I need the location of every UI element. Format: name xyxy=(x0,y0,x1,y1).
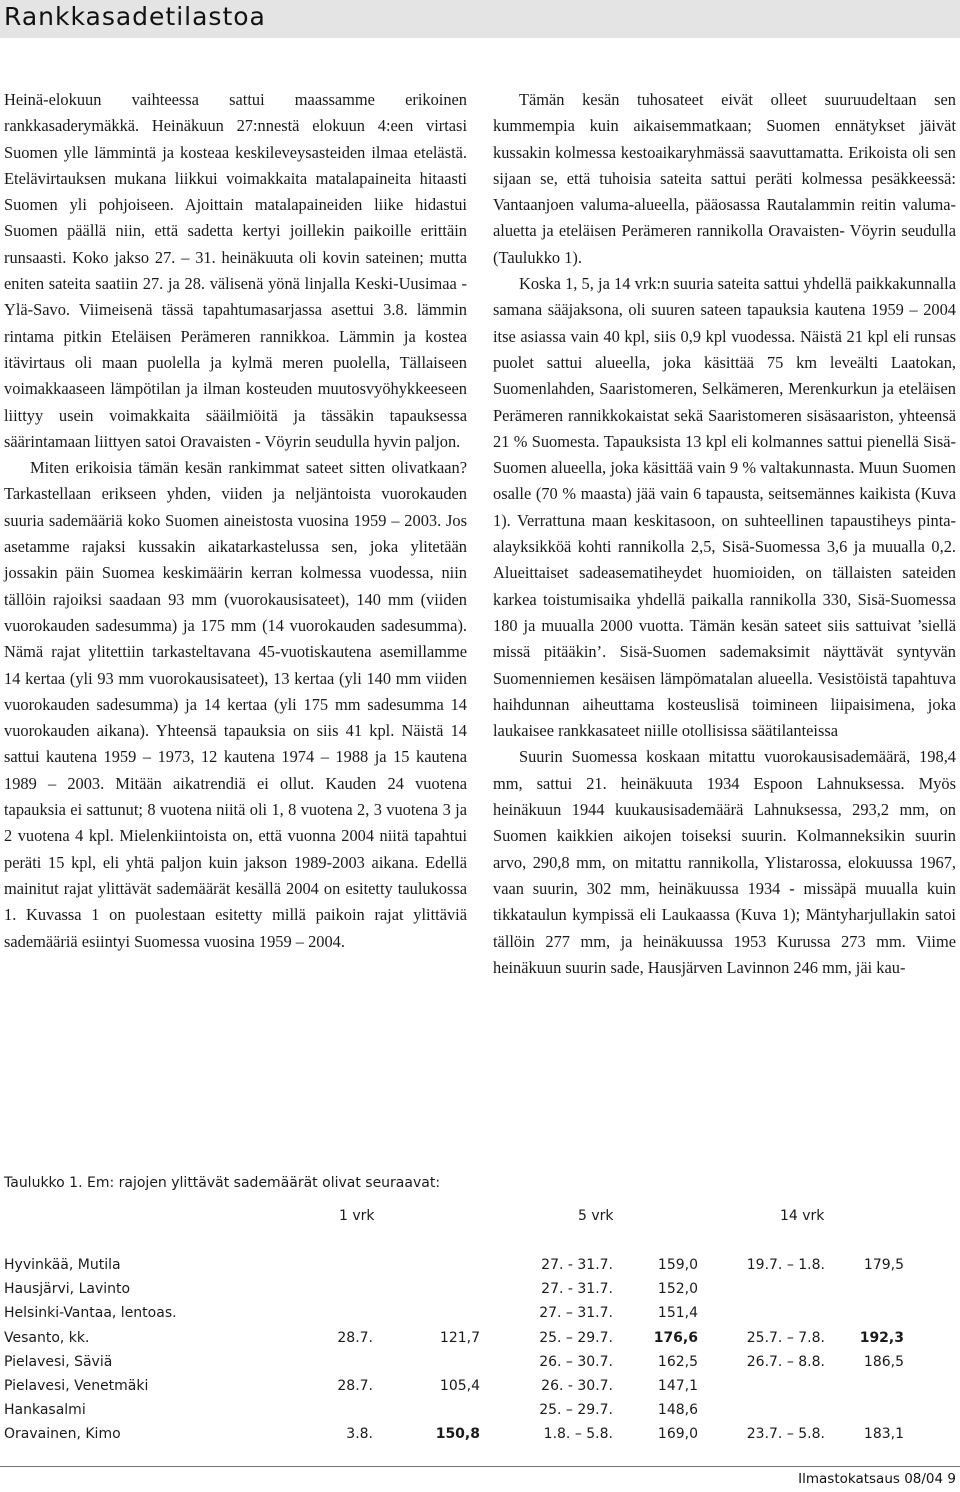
table-caption: Taulukko 1. Em: rajojen ylittävät sademäärät olivat seuraavat: xyxy=(4,1175,441,1191)
column-header-5-vrk: 5 vrk xyxy=(578,1208,614,1224)
five-day-value-cell: 151,4 xyxy=(657,1305,698,1322)
column-header-1-vrk: 1 vrk xyxy=(339,1208,375,1224)
fourteen-day-value-cell: 186,5 xyxy=(863,1353,904,1370)
five-day-value-cell: 148,6 xyxy=(657,1402,698,1419)
fourteen-day-value-cell: 183,1 xyxy=(863,1426,904,1443)
five-day-value-cell: 176,6 xyxy=(653,1329,698,1346)
five-day-value-cell: 147,1 xyxy=(657,1378,698,1394)
table-row xyxy=(0,1330,960,1354)
page-title: Rankkasadetilastoa xyxy=(4,2,266,31)
paragraph: Koska 1, 5, ja 14 vrk:n suuria sateita sattui yhdellä paikkakunnalla samana sääjaksona, oli suuren sateen tapauksia kautena 1959 – 2004 itse asiassa vain 40 kpl, siis 0,9 kpl vuodessa. Näistä 21 kpl eli runsas puolet sattui alueella, joka käsittää 75 km leveälti Laatokan, Suomenlahden, Saaristomeren, Selkämeren, Merenkurkun ja eteläisen Perämeren rannikkokaistat sekä Saaristomeren sisäsaariston, yhteensä 21 % Suomesta. Tapauksista 13 kpl eli kolmannes sattui pienellä Sisä-Suomen alueella, joka käsittää vain 9 % valtakunnasta. Muun Suomen osalle (70 % maasta) jää vain 6 tapausta, seitsemännes kaikista (Kuva 1). Verrattuna maan keskitasoon, on suhteellinen tapaustiheys pinta-alayksikköä kohti rannikolla 2,5, Sisä-Suomessa 3,6 ja muualla 0,2. Alueittaiset sadeasematiheydet huomioiden, on tällaisten sateiden karkea toistumisaika yhdellä paikalla rannikolla 330, Sisä-Suomessa 180 ja muualla 2000 vuotta. Tämän kesän sateet siis sattuivat ’siellä missä pitääkin’. Sisä-Suomen sademaksimit näyttävät syntyvän Suomenniemen kesäisen lämpömatalan alueella. Vesistöistä tapahtuva haihdunnan aiheuttama kosteuslisä toimineen liipaisimena, joka laukaisee rankkasateet niille otollisissa säätilanteissa xyxy=(493,274,956,741)
place-cell: Oravainen, Kimo xyxy=(4,1426,121,1443)
five-day-date-cell: 25. – 29.7. xyxy=(539,1402,613,1419)
paragraph: Heinä-elokuun vaihteessa sattui maassamme erikoinen rankkasaderymäkkä. Heinäkuun 27:nnestä elokuun 4:een virtasi Suomen ylle lämmintä ja kosteaa keskileveysasteiden ilmaa etelästä. Etelävirtauksen mukana liikkui voimakkaita matalapaineita hitaasti Suomen yli pohjoiseen. Ajoittain matalapaineiden liike hidastui Suomen päällä niin, että sadetta kertyi joillekin paikoille erittäin runsaasti. Koko jakso 27. – 31. heinäkuuta oli kovin sateinen; mutta eniten sateita saatiin 27. ja 28. välisenä yönä linjalla Keski-Uusimaa - Ylä-Savo. Viimeisenä tässä tapahtumasarjassa asettui 3.8. lämmin rintama pitkin Eteläisen Perämeren rannikkoa. Lämmin ja kostea itävirtaus oli maan puolella ja kylmä meren puolella, Tällaiseen voimakkaaseen lämpötilan ja ilman kosteuden muutosvyöhykkeeseen liittyy usein voimakkaita sääilmiöitä ja tässäkin tapauksessa säärintamaan liittyen satoi Oravaisten - Vöyrin seudulla hyvin paljon. xyxy=(4,90,467,451)
column-header-14-vrk: 14 vrk xyxy=(780,1208,825,1224)
five-day-date-cell: 1.8. – 5.8. xyxy=(543,1426,613,1443)
fourteen-day-date-cell: 19.7. – 1.8. xyxy=(746,1257,825,1273)
place-cell: Hausjärvi, Lavinto xyxy=(4,1281,131,1298)
table-row xyxy=(0,1402,960,1426)
table-row xyxy=(0,1378,960,1402)
one-day-value-cell: 105,4 xyxy=(439,1378,480,1394)
fourteen-day-value-cell: 179,5 xyxy=(863,1257,904,1273)
table-row xyxy=(0,1354,960,1378)
page-footer: Ilmastokatsaus 08/04 9 xyxy=(798,1471,956,1487)
one-day-date-cell: 28.7. xyxy=(337,1378,373,1394)
fourteen-day-date-cell: 23.7. – 5.8. xyxy=(746,1426,825,1443)
five-day-value-cell: 152,0 xyxy=(657,1281,698,1298)
table-row xyxy=(0,1305,960,1329)
fourteen-day-date-cell: 25.7. – 7.8. xyxy=(746,1329,825,1346)
five-day-date-cell: 25. – 29.7. xyxy=(539,1329,613,1346)
five-day-value-cell: 162,5 xyxy=(657,1353,698,1370)
one-day-value-cell: 121,7 xyxy=(439,1329,480,1346)
place-cell: Helsinki-Vantaa, lentoas. xyxy=(4,1305,177,1322)
five-day-value-cell: 169,0 xyxy=(657,1426,698,1443)
paragraph: Miten erikoisia tämän kesän rankimmat sateet sitten olivatkaan? Tarkastellaan erikseen yhden, viiden ja neljäntoista vuorokauden suuria sademääriä koko Suomen aineistosta vuosina 1959 – 2003. Jos asetamme rajaksi kussakin aikatarkastelussa sen, joka ylitetään jossakin päin Suomea keskimäärin kerran kolmessa vuodessa, niin tällöin rajoiksi saadaan 93 mm (vuorokausisateet), 140 mm (viiden vuorokauden sadesumma) ja 175 mm (14 vuorokauden sadesumma). Nämä rajat ylitettiin tarkasteltavana 45-vuotiskautena asemillamme 14 kertaa (yli 93 mm vuorokausisateet), 13 kertaa (yli 140 mm viiden vuorokauden sadesumma) ja 14 kertaa (yli 175 mm sadesumma 14 vuorokauden aikana). Yhteensä tapauksia on siis 41 kpl. Näistä 14 sattui kautena 1959 – 1973, 12 kautena 1974 – 1988 ja 15 kautena 1989 – 2003. Mitään aikatrendiä ei ollut. Kauden 24 vuotena tapauksia ei sattunut; 8 vuotena niitä oli 1, 8 vuotena 2, 3 vuotena 3 ja 2 vuotena 4 kpl. Mielenkiintoista on, että vuonna 2004 niitä tapahtui peräti 15 kpl, eli yhtä paljon kuin jakson 1989-2003 aikana. Edellä mainitut rajat ylittävät sademäärät kesällä 2004 on esitetty taulukossa 1. Kuvassa 1 on puolestaan esitetty millä paikoin rajat ylittäviä sademääriä esiintyi Suomessa vuosina 1959 – 2004. xyxy=(4,458,467,951)
five-day-date-cell: 27. - 31.7. xyxy=(541,1281,613,1298)
one-day-date-cell: 3.8. xyxy=(346,1426,373,1443)
fourteen-day-value-cell: 192,3 xyxy=(859,1329,904,1346)
footer-rule xyxy=(0,1466,960,1467)
place-cell: Hankasalmi xyxy=(4,1402,86,1419)
fourteen-day-date-cell: 26.7. – 8.8. xyxy=(746,1353,825,1370)
table-row xyxy=(0,1281,960,1305)
one-day-date-cell: 28.7. xyxy=(337,1329,373,1346)
table-row xyxy=(0,1426,960,1450)
table-row xyxy=(0,1257,960,1281)
right-text-column xyxy=(493,87,956,981)
paragraph: Suurin Suomessa koskaan mitattu vuorokausisademäärä, 198,4 mm, sattui 21. heinäkuuta 1934 Espoon Lahnuksessa. Myös heinäkuun 1944 kuukausisademäärä Lahnuksessa, 293,2 mm, on Suomen kaikkien aikojen toiseksi suurin. Kolmanneksikin suurin arvo, 290,8 mm, on mitattu rannikolla, Ylistarossa, elokuussa 1967, vaan suurin, 302 mm, heinäkuussa 1934 - missäpä muualla kuin tikkataulun kympissä eli Laukaassa (Kuva 1); Mäntyharjullakin satoi tällöin 277 mm, ja heinäkuussa 1953 Kurussa 273 mm. Viime heinäkuun suurin sade, Hausjärven Lavinnon 246 mm, jäi kau- xyxy=(493,747,956,977)
place-cell: Hyvinkää, Mutila xyxy=(4,1257,121,1273)
left-text-column xyxy=(4,87,467,955)
five-day-value-cell: 159,0 xyxy=(657,1257,698,1273)
five-day-date-cell: 27. – 31.7. xyxy=(539,1305,613,1322)
one-day-value-cell: 150,8 xyxy=(435,1426,480,1443)
paragraph: Tämän kesän tuhosateet eivät olleet suuruudeltaan sen kummempia kuin aikaisemmatkaan; Suomen ennätykset jäivät kussakin kolmessa kestoaikaryhmässä saavuttamatta. Erikoista oli sen sijaan se, että tuhoisia sateita sattui peräti kolmessa pesäkkeessä: Vantaanjoen valuma-alueella, pääosassa Rautalammin reitin valuma-aluetta ja eteläisen Perämeren rannikolla Oravaisten- Vöyrin seudulla (Taulukko 1). xyxy=(493,90,956,267)
five-day-date-cell: 27. - 31.7. xyxy=(541,1257,613,1273)
place-cell: Vesanto, kk. xyxy=(4,1329,90,1346)
place-cell: Pielavesi, Säviä xyxy=(4,1353,113,1370)
five-day-date-cell: 26. – 30.7. xyxy=(539,1353,613,1370)
five-day-date-cell: 26. - 30.7. xyxy=(541,1378,613,1394)
place-cell: Pielavesi, Venetmäki xyxy=(4,1378,149,1394)
